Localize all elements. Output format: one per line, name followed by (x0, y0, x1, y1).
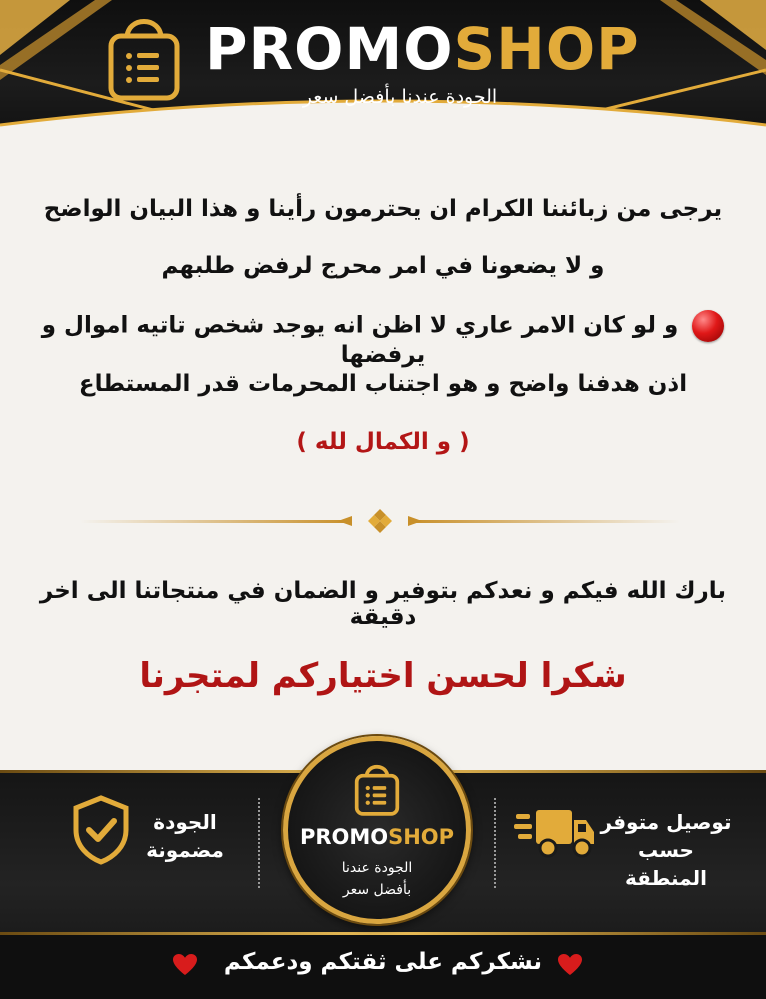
shopping-bag-icon (353, 759, 401, 817)
shopping-bag-icon (105, 10, 183, 102)
brand-shop: SHOP (453, 15, 640, 83)
badge-tag-line-2: بأفضل سعر (342, 882, 412, 898)
quality-feature (140, 808, 230, 864)
delivery-feature (598, 808, 734, 892)
message-line-2: و لا يضعونا في امر محرج لرفض طلبهم (161, 253, 605, 279)
delivery-line-1: توصيل متوفر (600, 810, 732, 834)
thanks-message: شكرا لحسن اختياركم لمتجرنا (139, 656, 627, 696)
brand-promo: PROMO (205, 15, 454, 83)
red-circle-icon (692, 310, 724, 342)
badge-brand-promo: PROMO (299, 825, 389, 849)
message-line-5: ( و الكمال لله ) (296, 429, 470, 455)
header (0, 0, 766, 140)
message-line-3-text: و لو كان الامر عاري لا اظن انه يوجد شخص تاتيه اموال و يرفضها (41, 312, 679, 368)
shield-check-icon (70, 794, 132, 866)
badge-tag-line-1: الجودة عندنا (341, 860, 413, 876)
footer-message: نشكركم على ثقتكم ودعمكم (223, 949, 543, 975)
heart-icon (557, 953, 583, 977)
badge-tagline (302, 857, 452, 901)
separator-right (494, 798, 496, 888)
center-badge (283, 736, 471, 924)
quality-line-1: الجودة (153, 810, 217, 834)
header-tagline: الجودة عندنا بأفضل سعر (302, 86, 498, 108)
heart-icon (172, 953, 198, 977)
delivery-line-2: حسب المنطقة (625, 838, 707, 890)
diamond-ornament-icon (80, 506, 680, 536)
message-line-4: اذن هدفنا واضح و هو اجتناب المحرمات قدر المستطاع (78, 371, 688, 397)
separator-left (258, 798, 260, 888)
quality-line-2: مضمونة (146, 838, 224, 862)
message-line-3 (30, 310, 736, 368)
brand-logo (205, 14, 640, 84)
message-line-1: يرجى من زبائننا الكرام ان يحترمون رأينا و هذا البيان الواضح (43, 196, 723, 222)
badge-brand-shop: SHOP (388, 825, 455, 849)
badge-brand (288, 825, 466, 849)
message-line-6: بارك الله فيكم و نعدكم بتوفير و الضمان في منتجاتنا الى اخر دقيقة (39, 578, 727, 630)
delivery-truck-icon (514, 806, 596, 860)
